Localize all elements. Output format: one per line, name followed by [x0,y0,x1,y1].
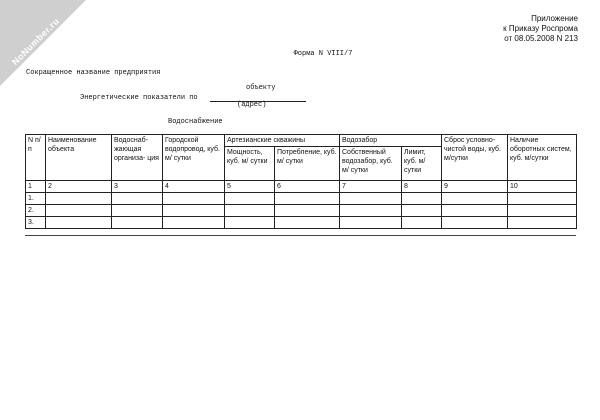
table-cell [340,217,402,229]
table-cell [340,205,402,217]
header-artesian-consumption: Потребление, куб. м/ сутки [275,147,340,181]
header-name: Наименование объекта [46,135,112,181]
address-label: (адрес) [237,101,267,109]
header-circulation: Наличие оборотных систем, куб. м/сутки [508,135,577,181]
colnum-cell: 5 [225,181,275,193]
header-artesian-group: Артезианские скважины [225,135,340,147]
column-number-row [26,181,577,193]
appendix-line-1: Приложение [531,14,578,23]
row-number: 3. [26,217,46,229]
org-short-name-label: Сокращенное название предприятия [26,69,161,77]
section-title: Водоснабжение [168,118,223,126]
header-intake-own: Собственный водозабор, куб. м/ сутки [340,147,402,181]
colnum-cell: 3 [112,181,163,193]
table-cell [442,193,508,205]
table-cell [442,217,508,229]
row-number: 1. [26,193,46,205]
table-cell [112,217,163,229]
appendix-line-2: к Приказу Роспрома [503,24,578,33]
header-intake-limit: Лимит, куб. м/ сутки [402,147,442,181]
table-cell [442,205,508,217]
energy-indicators-label: Энергетические показатели по [80,94,198,102]
colnum-cell: 1 [26,181,46,193]
table-row [26,205,577,217]
table-cell [275,217,340,229]
appendix-line-3: от 08.05.2008 N 213 [504,34,578,43]
watermark-text: NoNumber.ru [10,15,62,68]
table-cell [163,193,225,205]
table-cell [163,205,225,217]
table-cell [163,217,225,229]
colnum-cell: 9 [442,181,508,193]
table-cell [402,217,442,229]
table-header-row-1 [26,135,577,147]
appendix-block [503,14,578,44]
water-supply-table [25,134,577,229]
header-artesian-power: Мощность, куб. м/ сутки [225,147,275,181]
header-supplier: Водоснаб- жающая организа- ция [112,135,163,181]
form-title: Форма N VIII/7 [293,50,353,58]
table-cell [46,205,112,217]
colnum-cell: 8 [402,181,442,193]
table-cell [508,205,577,217]
header-discharge: Сброс условно- чистой воды, куб. м/сутки [442,135,508,181]
colnum-cell: 7 [340,181,402,193]
table-cell [402,193,442,205]
table-cell [225,193,275,205]
table-cell [508,193,577,205]
table-cell [112,205,163,217]
table-cell [275,193,340,205]
object-label: объекту [246,84,276,92]
colnum-cell: 6 [275,181,340,193]
table-cell [275,205,340,217]
header-n: N п/п [26,135,46,181]
row-number: 2. [26,205,46,217]
colnum-cell: 4 [163,181,225,193]
table-row [26,217,577,229]
header-intake-group: Водозабор [340,135,442,147]
colnum-cell: 2 [46,181,112,193]
table-cell [225,217,275,229]
bottom-divider [25,235,576,236]
colnum-cell: 10 [508,181,577,193]
table-cell [340,193,402,205]
header-city-water: Городской водопровод, куб. м/ сутки [163,135,225,181]
table-cell [508,217,577,229]
table-cell [112,193,163,205]
table-cell [402,205,442,217]
table-cell [46,193,112,205]
table-cell [225,205,275,217]
table-row [26,193,577,205]
table-cell [46,217,112,229]
